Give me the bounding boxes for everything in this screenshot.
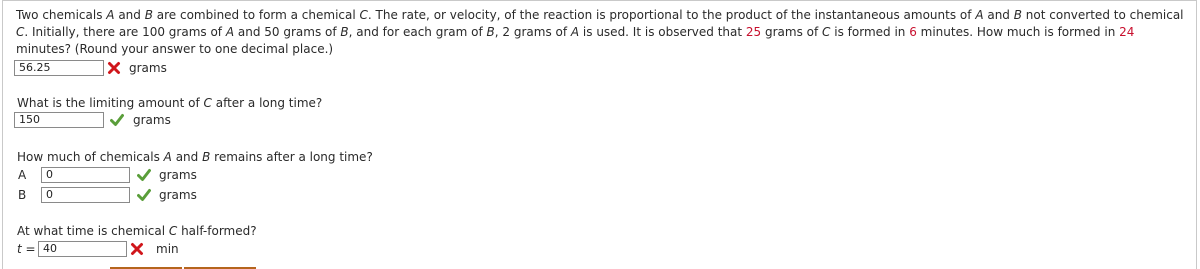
question-limiting-amount: What is the limiting amount of C after a long time?	[17, 96, 323, 110]
check-icon	[110, 113, 124, 127]
observed-minutes-value: 6	[909, 25, 917, 39]
unit-label: grams	[133, 113, 171, 127]
row-label-b: B	[18, 188, 27, 202]
x-icon	[107, 61, 121, 75]
unit-label: grams	[159, 188, 197, 202]
question-remaining-amounts: How much of chemicals A and B remains after a long time?	[17, 150, 373, 164]
answer-input-remaining-b[interactable]: 0	[41, 187, 130, 203]
answer-input-half-formed-time[interactable]: 40	[38, 241, 127, 257]
answer-input-amount-formed[interactable]: 56.25	[14, 60, 104, 76]
problem-statement: Two chemicals A and B are combined to form a chemical C. The rate, or velocity, of the reaction is proportional to the product of the instantaneous amounts of A and B not converted to chemical C. Initially, there are 100 grams of A and 50 grams of B, and for each gram of B, 2 grams of A is used. It is observed that 25 grams of C is formed in 6 minutes. How much is formed in 24 minutes? (Round your answer to one decimal place.)	[16, 8, 1184, 56]
answer-input-limiting-amount[interactable]: 150	[14, 112, 104, 128]
row-label-a: A	[18, 168, 27, 182]
time-label: t =	[17, 242, 36, 256]
unit-label: grams	[129, 61, 167, 75]
x-icon	[130, 242, 144, 256]
check-icon	[137, 168, 151, 182]
answer-input-remaining-a[interactable]: 0	[41, 167, 130, 183]
target-minutes-value: 24	[1119, 25, 1135, 39]
observed-grams-value: 25	[745, 25, 762, 39]
question-half-formed-time: At what time is chemical C half-formed?	[17, 224, 257, 238]
question-panel	[2, 0, 1197, 269]
check-icon	[137, 188, 151, 202]
unit-label: min	[156, 242, 179, 256]
unit-label: grams	[159, 168, 197, 182]
